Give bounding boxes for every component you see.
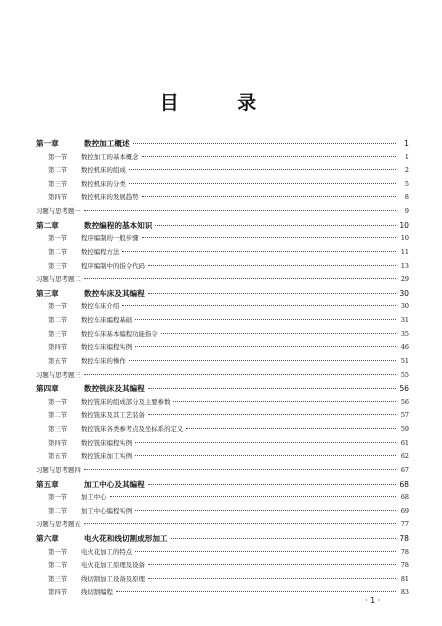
toc-label: 程序编制的一般步骤 [81,234,139,243]
toc-leader-dots [110,496,396,497]
toc-label: 数控铣床的组成部分及主要参数 [81,397,171,406]
toc-page-number: 61 [400,438,409,447]
toc-label: 线切割加工设备及原理 [81,574,145,583]
toc-leader-dots [142,196,396,197]
toc-label: 数控机床的发展趋势 [81,193,139,202]
toc-exercise [36,370,409,383]
toc-page-number: 31 [400,316,409,325]
toc-leader-dots [129,169,396,170]
toc-section [36,492,409,505]
toc-page-number: 68 [400,493,409,502]
toc-leader-dots [142,237,396,238]
toc-number: 第二节 [48,316,68,325]
toc-chapter [36,479,409,492]
toc-number: 第一节 [48,547,68,556]
toc-label: 习题与思考题二 [36,275,81,284]
toc-page-number: 83 [400,588,409,597]
toc-page-number: 46 [400,343,409,352]
toc-label: 习题与思考题五 [36,520,81,529]
toc-number: 第四节 [48,343,68,352]
toc-label: 电火花和线切割成形加工 [84,533,168,543]
toc-leader-dots [122,305,396,306]
toc-leader-dots [135,551,396,552]
toc-section [36,179,409,192]
toc-leader-dots [142,156,396,157]
toc-number: 第四章 [36,384,59,394]
toc-number: 第三节 [48,261,68,270]
toc-number: 第一节 [48,493,68,502]
toc-label: 数控编程的基本知识 [84,220,153,230]
toc-number: 第一节 [48,152,68,161]
toc-chapter [36,533,409,546]
toc-section [36,410,409,423]
toc-leader-dots [84,374,396,375]
toc-section [36,233,409,246]
toc-page-number: 59 [400,425,409,434]
toc-number: 第一节 [48,397,68,406]
toc-label: 习题与思考题四 [36,465,81,474]
toc-page-number: 10 [399,220,409,230]
toc-page-number: 78 [400,561,409,570]
toc-page-number: 67 [400,465,409,474]
toc-leader-dots [186,428,396,429]
toc-page-number: 77 [400,520,409,529]
toc-chapter [36,383,409,396]
toc-section [36,261,409,274]
toc-section [36,587,409,600]
toc-number: 第二节 [48,411,68,420]
toc-label: 习题与思考题三 [36,370,81,379]
toc-section [36,397,409,410]
toc-exercise [36,519,409,532]
toc-label: 习题与思考题一 [36,207,81,216]
toc-section [36,560,409,573]
toc-page-number: 62 [400,452,409,461]
toc-page-number: 9 [404,207,409,216]
toc-number: 第三节 [48,574,68,583]
toc-section [36,301,409,314]
toc-leader-dots [129,183,396,184]
toc-leader-dots [148,564,396,565]
toc-label: 加工中心 [81,493,107,502]
toc-page-number: 11 [400,247,409,256]
toc-page-number: 51 [400,356,409,365]
toc-label: 电火花加工的特点 [81,547,133,556]
toc-label: 数控铣床及其工艺装备 [81,411,145,420]
toc-leader-dots [148,388,396,389]
toc-number: 第二节 [48,166,68,175]
toc-number: 第四节 [48,193,68,202]
toc-section [36,356,409,369]
toc-label: 加工中心及其编程 [84,479,145,489]
toc-section [36,547,409,560]
toc-leader-dots [116,591,396,592]
toc-number: 第一节 [48,234,68,243]
page-number: · 1 · [365,596,381,605]
toc-label: 数控车床及其编程 [84,288,145,298]
toc-label: 数控车床介绍 [81,302,120,311]
toc-label: 数控车床基本编程功能指令 [81,329,158,338]
toc-page-number: 5 [404,179,409,188]
toc-number: 第五节 [48,356,68,365]
toc-leader-dots [135,346,396,347]
toc-leader-dots [84,469,396,470]
toc-page-number: 1 [404,152,409,161]
toc-number: 第五章 [36,479,59,489]
toc-page-number: 35 [400,329,409,338]
toc-number: 第一章 [36,139,59,148]
toc-exercise [36,206,409,219]
toc-section [36,165,409,178]
toc-leader-dots [84,278,396,279]
toc-label: 数控铣床加工实例 [81,452,133,461]
toc-leader-dots [129,360,396,361]
toc-leader-dots [173,401,396,402]
toc-leader-dots [135,510,396,511]
page-title: 目 录 [159,92,283,114]
toc-leader-dots [84,210,396,211]
toc-section [36,424,409,437]
toc-label: 加工中心编程实例 [81,506,133,515]
toc-leader-dots [84,523,396,524]
toc-page-number: 57 [400,411,409,420]
toc-leader-dots [171,538,396,539]
toc-chapter [36,288,409,301]
toc-leader-dots [155,225,396,226]
toc-label: 数控加工的基本概念 [81,152,139,161]
toc-page-number: 30 [399,288,409,298]
toc-page-number: 10 [400,234,409,243]
toc-chapter [36,220,409,233]
toc-label: 线切割编程 [81,588,113,597]
toc-label: 数控车床编程实例 [81,343,133,352]
toc-leader-dots [161,333,396,334]
toc-section [36,342,409,355]
toc-leader-dots [135,455,396,456]
toc-number: 第三节 [48,179,68,188]
toc-section [36,315,409,328]
toc-page-number: 1 [404,139,409,148]
toc-label: 数控加工概述 [84,139,130,148]
toc-section [36,506,409,519]
toc-leader-dots [133,143,396,144]
toc-leader-dots [122,251,396,252]
toc-section [36,574,409,587]
toc-label: 数控铣床编程实例 [81,438,133,447]
toc-label: 数控车床的操作 [81,356,126,365]
toc-leader-dots [135,319,396,320]
toc-number: 第一节 [48,302,68,311]
toc-label: 数控铣床各类参考点及坐标系的定义 [81,425,184,434]
toc-section [36,192,409,205]
toc-chapter [36,138,409,151]
toc-page-number: 56 [399,384,409,394]
toc-leader-dots [148,484,396,485]
toc-exercise [36,465,409,478]
toc-page-number: 81 [400,574,409,583]
toc-page-number: 69 [400,506,409,515]
toc-leader-dots [135,442,396,443]
toc-number: 第二章 [36,220,59,230]
toc-section [36,329,409,342]
toc-page-number: 29 [400,275,409,284]
toc-number: 第六章 [36,533,59,543]
toc-page-number: 2 [404,166,409,175]
toc-page-number: 78 [399,533,409,543]
toc-section [36,152,409,165]
toc-section [36,451,409,464]
toc-leader-dots [148,578,396,579]
toc-label: 数控编程方法 [81,247,120,256]
toc-section [36,247,409,260]
toc-leader-dots [148,414,396,415]
toc-number: 第四节 [48,588,68,597]
toc-page-number: 30 [400,302,409,311]
toc-page-number: 56 [400,397,409,406]
toc-number: 第五节 [48,452,68,461]
toc-label: 数控车床编程基础 [81,316,133,325]
toc-leader-dots [148,265,396,266]
toc-page-number: 78 [400,547,409,556]
toc-label: 程序编制中的指令代码 [81,261,145,270]
toc-label: 数控铣床及其编程 [84,384,145,394]
toc-number: 第三章 [36,288,59,298]
toc-exercise [36,274,409,287]
toc-leader-dots [148,293,396,294]
toc-section [36,438,409,451]
toc-number: 第三节 [48,425,68,434]
toc-page-number: 8 [404,193,409,202]
toc-page-number: 68 [399,479,409,489]
toc-label: 数控机床的组成 [81,166,126,175]
toc-number: 第四节 [48,438,68,447]
toc-page-number: 55 [400,370,409,379]
toc-number: 第二节 [48,506,68,515]
toc-number: 第二节 [48,561,68,570]
toc-label: 数控机床的分类 [81,179,126,188]
toc-number: 第二节 [48,247,68,256]
toc-page-number: 13 [400,261,409,270]
toc-label: 电火花加工原理及设备 [81,561,145,570]
toc-number: 第三节 [48,329,68,338]
